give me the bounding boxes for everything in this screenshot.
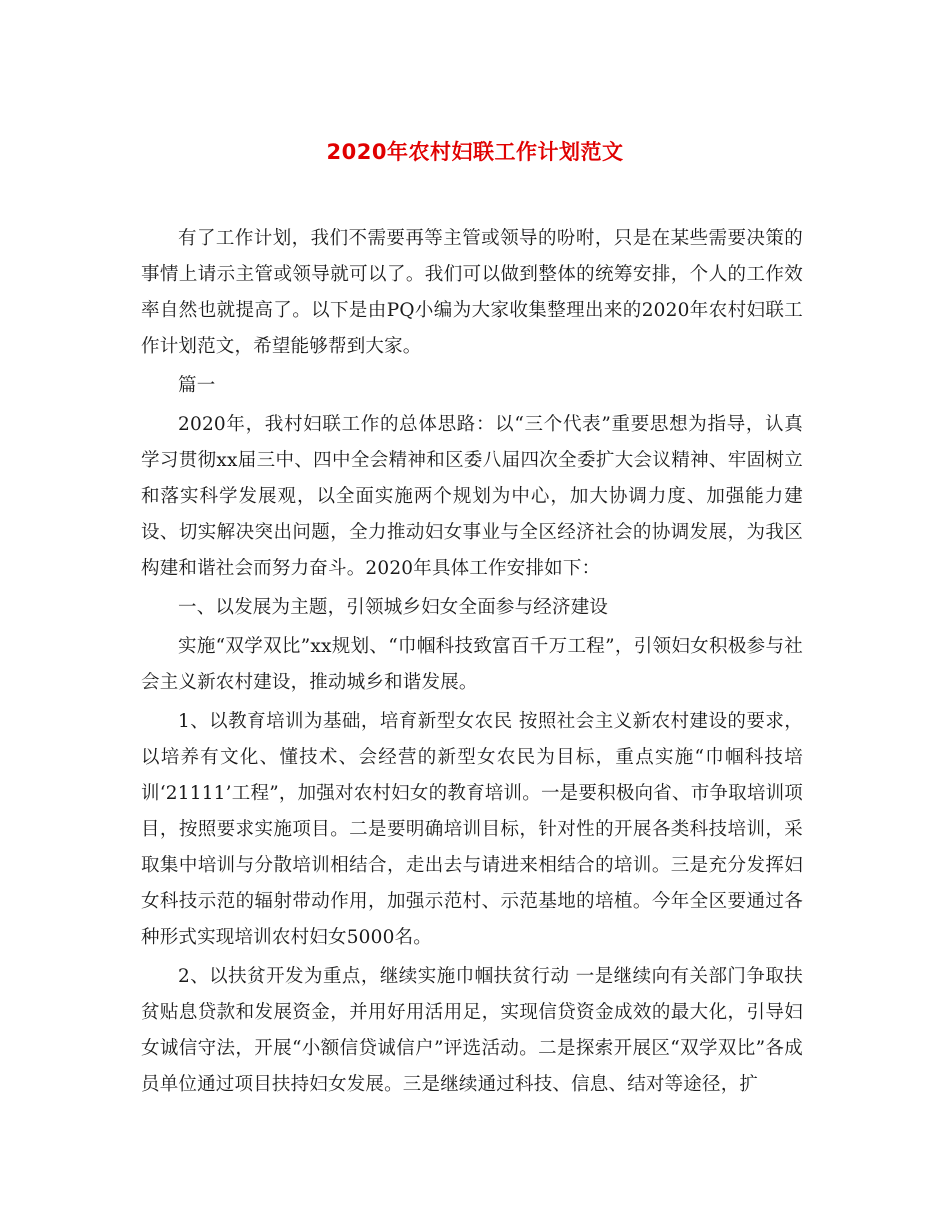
paragraph-item-2: 2、以扶贫开发为重点，继续实施巾帼扶贫行动 一是继续向有关部门争取扶贫贴息贷款和发展资金，并用好用活用足，实现信贷资金成效的最大化，引导妇女诚信守法，开展“小额信贷诚信户”评选活动。二是探索开展区“双学双比”各成员单位通过项目扶持妇女发展。三是继续通过科技、信息、结对等途径，扩 — [141, 966, 803, 1095]
document-body — [141, 221, 803, 1103]
paragraph-overview: 2020年，我村妇联工作的总体思路：以“三个代表”重要思想为指导，认真学习贯彻xx届三中、四中全会精神和区委八届四次全委扩大会议精神、牢固树立和落实科学发展观，以全面实施两个规划为中心，加大协调力度、加强能力建设、切实解决突出问题，全力推动妇女事业与全区经济社会的协调发展，为我区构建和谐社会而努力奋斗。2020年具体工作安排如下： — [141, 414, 803, 579]
paragraph-section-label: 篇一 — [178, 375, 216, 396]
paragraph-heading-1: 一、以发展为主题，引领城乡妇女全面参与经济建设 — [178, 597, 609, 618]
paragraph-intro: 有了工作计划，我们不需要再等主管或领导的吩咐，只是在某些需要决策的事情上请示主管或领导就可以了。我们可以做到整体的统筹安排，个人的工作效率自然也就提高了。以下是由PQ小编为大家收集整理出来的2020年农村妇联工作计划范文，希望能够帮到大家。 — [141, 228, 803, 357]
document-title: 2020年农村妇联工作计划范文 — [326, 140, 624, 164]
paragraph-implementation: 实施“双学双比”xx规划、“巾帼科技致富百千万工程”，引领妇女积极参与社会主义新农村建设，推动城乡和谐发展。 — [141, 636, 803, 693]
paragraph-item-1: 1、以教育培训为基础，培育新型女农民 按照社会主义新农村建设的要求，以培养有文化、懂技术、会经营的新型女农民为目标，重点实施“巾帼科技培训‘21111’工程”，加强对农村妇女的教育培训。一是要积极向省、市争取培训项目，按照要求实施项目。二是要明确培训目标，针对性的开展各类科技培训，采取集中培训与分散培训相结合，走出去与请进来相结合的培训。三是充分发挥妇女科技示范的辐射带动作用，加强示范村、示范基地的培植。今年全区要通过各种形式实现培训农村妇女5000名。 — [141, 711, 803, 948]
